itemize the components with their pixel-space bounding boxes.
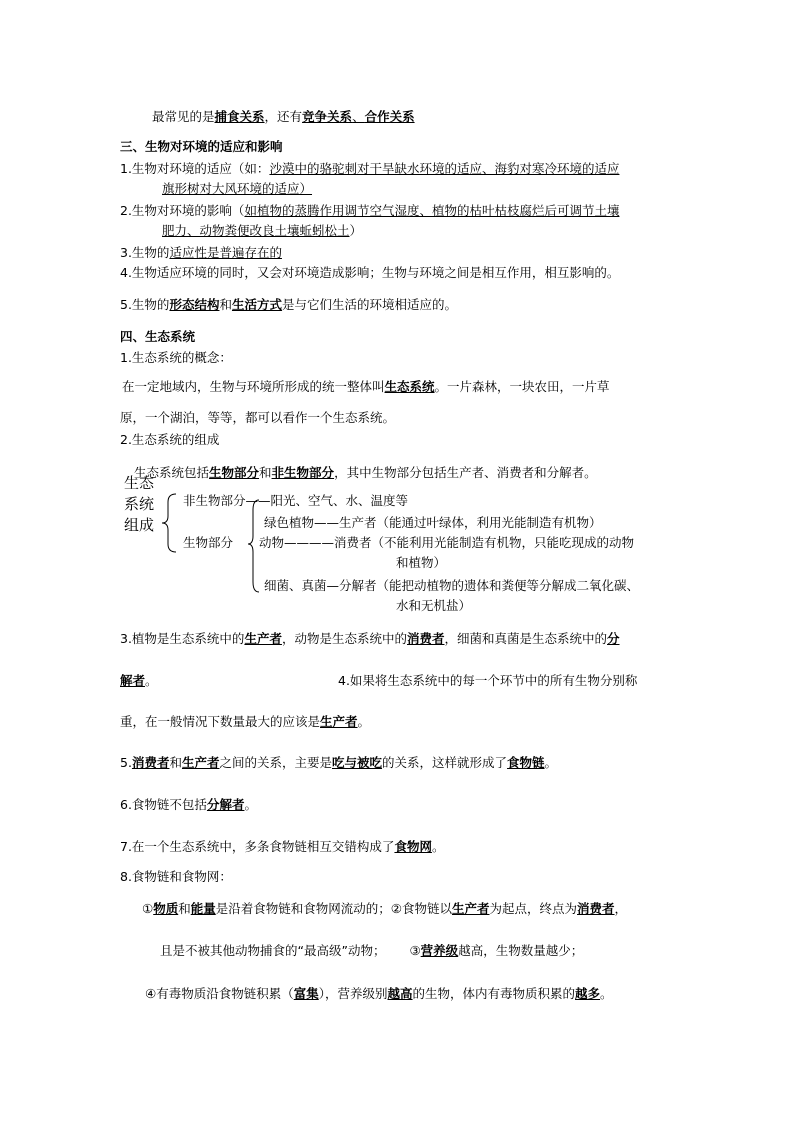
para-4-8b: 且是不被其他动物捕食的“最高级”动物； ③营养级越高，生物数量越少； [160,943,584,958]
diagram-bio: 生物部分 [183,535,234,550]
main-brace [160,492,180,554]
para-4-8c: ④有毒物质沿食物链积累（富集），营养级别越高的生物，体内有毒物质积累的越多。 [145,986,613,1001]
para-4-1: 1.生态系统的概念： [120,350,232,365]
para-3-5: 5.生物的形态结构和生活方式是与它们生活的环境相适应的。 [120,297,457,312]
diagram-title-1: 生态 [124,474,155,492]
para-4-7: 7.在一个生态系统中，多条食物链相互交错构成了食物网。 [120,839,445,854]
diagram-nonbio: 非生物部分——阳光、空气、水、温度等 [183,493,409,508]
para-3-1-cont: 旗形树对大风环境的适应） [162,181,313,196]
diagram-decomposer-cont: 水和无机盐） [396,598,472,613]
para-4-1b: 原，一个湖泊，等等，都可以看作一个生态系统。 [120,410,396,425]
para-4-1a: 在一定地域内，生物与环境所形成的统一整体叫生态系统。一片森林，一块农田，一片草 [122,379,610,394]
para-4-3-cont: 解者。 [120,673,158,688]
diagram-producer: 绿色植物——生产者（能通过叶绿体，利用光能制造有机物） [264,515,602,530]
para-4-4: 4.如果将生态系统中的每一个环节中的所有生物分别称 [338,673,638,688]
diagram-consumer: 动物————消费者（不能利用光能制造有机物，只能吃现成的动物 [259,535,635,550]
para-3-1: 1.生物对环境的适应（如：沙漠中的骆驼刺对干旱缺水环境的适应、海豹对寒冷环境的适应 [120,161,620,176]
diagram-consumer-cont: 和植物） [396,555,447,570]
diagram-decomposer: 细菌、真菌—分解者（能把动植物的遗体和粪便等分解成二氧化碳、 [264,578,640,593]
para-3-2: 2.生物对环境的影响（如植物的蒸腾作用调节空气湿度、植物的枯叶枯枝腐烂后可调节土壤 [120,203,620,218]
para-4-3: 3.植物是生态系统中的生产者，动物是生态系统中的消费者，细菌和真菌是生态系统中的分 [120,631,620,646]
para-4-8: 8.食物链和食物网： [120,869,232,884]
diagram-title-3: 组成 [124,516,155,534]
section-heading-3: 三、生物对环境的适应和影响 [120,139,283,154]
para-4-6: 6.食物链不包括分解者。 [120,797,257,812]
section-heading-4: 四、生态系统 [120,329,196,344]
para-3-2-cont: 肥力、动物粪便改良土壤蚯蚓松土） [162,223,363,238]
para-4-2a: 生态系统包括生物部分和非生物部分，其中生物部分包括生产者、消费者和分解者。 [134,465,597,480]
para-3-3: 3.生物的适应性是普遍存在的 [120,245,282,260]
diagram-title-2: 系统 [124,495,155,513]
para-4-2: 2.生态系统的组成 [120,432,220,447]
para-3-4: 4.生物适应环境的同时，又会对环境造成影响；生物与环境之间是相互作用，相互影响的。 [120,265,620,280]
para-4-5: 5.消费者和生产者之间的关系，主要是吃与被吃的关系，这样就形成了食物链。 [120,755,558,770]
line-predation: 最常见的是捕食关系，还有竞争关系、合作关系 [152,109,415,124]
para-4-4-cont: 重，在一般情况下数量最大的应该是生产者。 [120,714,371,729]
para-4-8a: ①物质和能量是沿着食物链和食物网流动的；②食物链以生产者为起点，终点为消费者， [142,901,628,916]
